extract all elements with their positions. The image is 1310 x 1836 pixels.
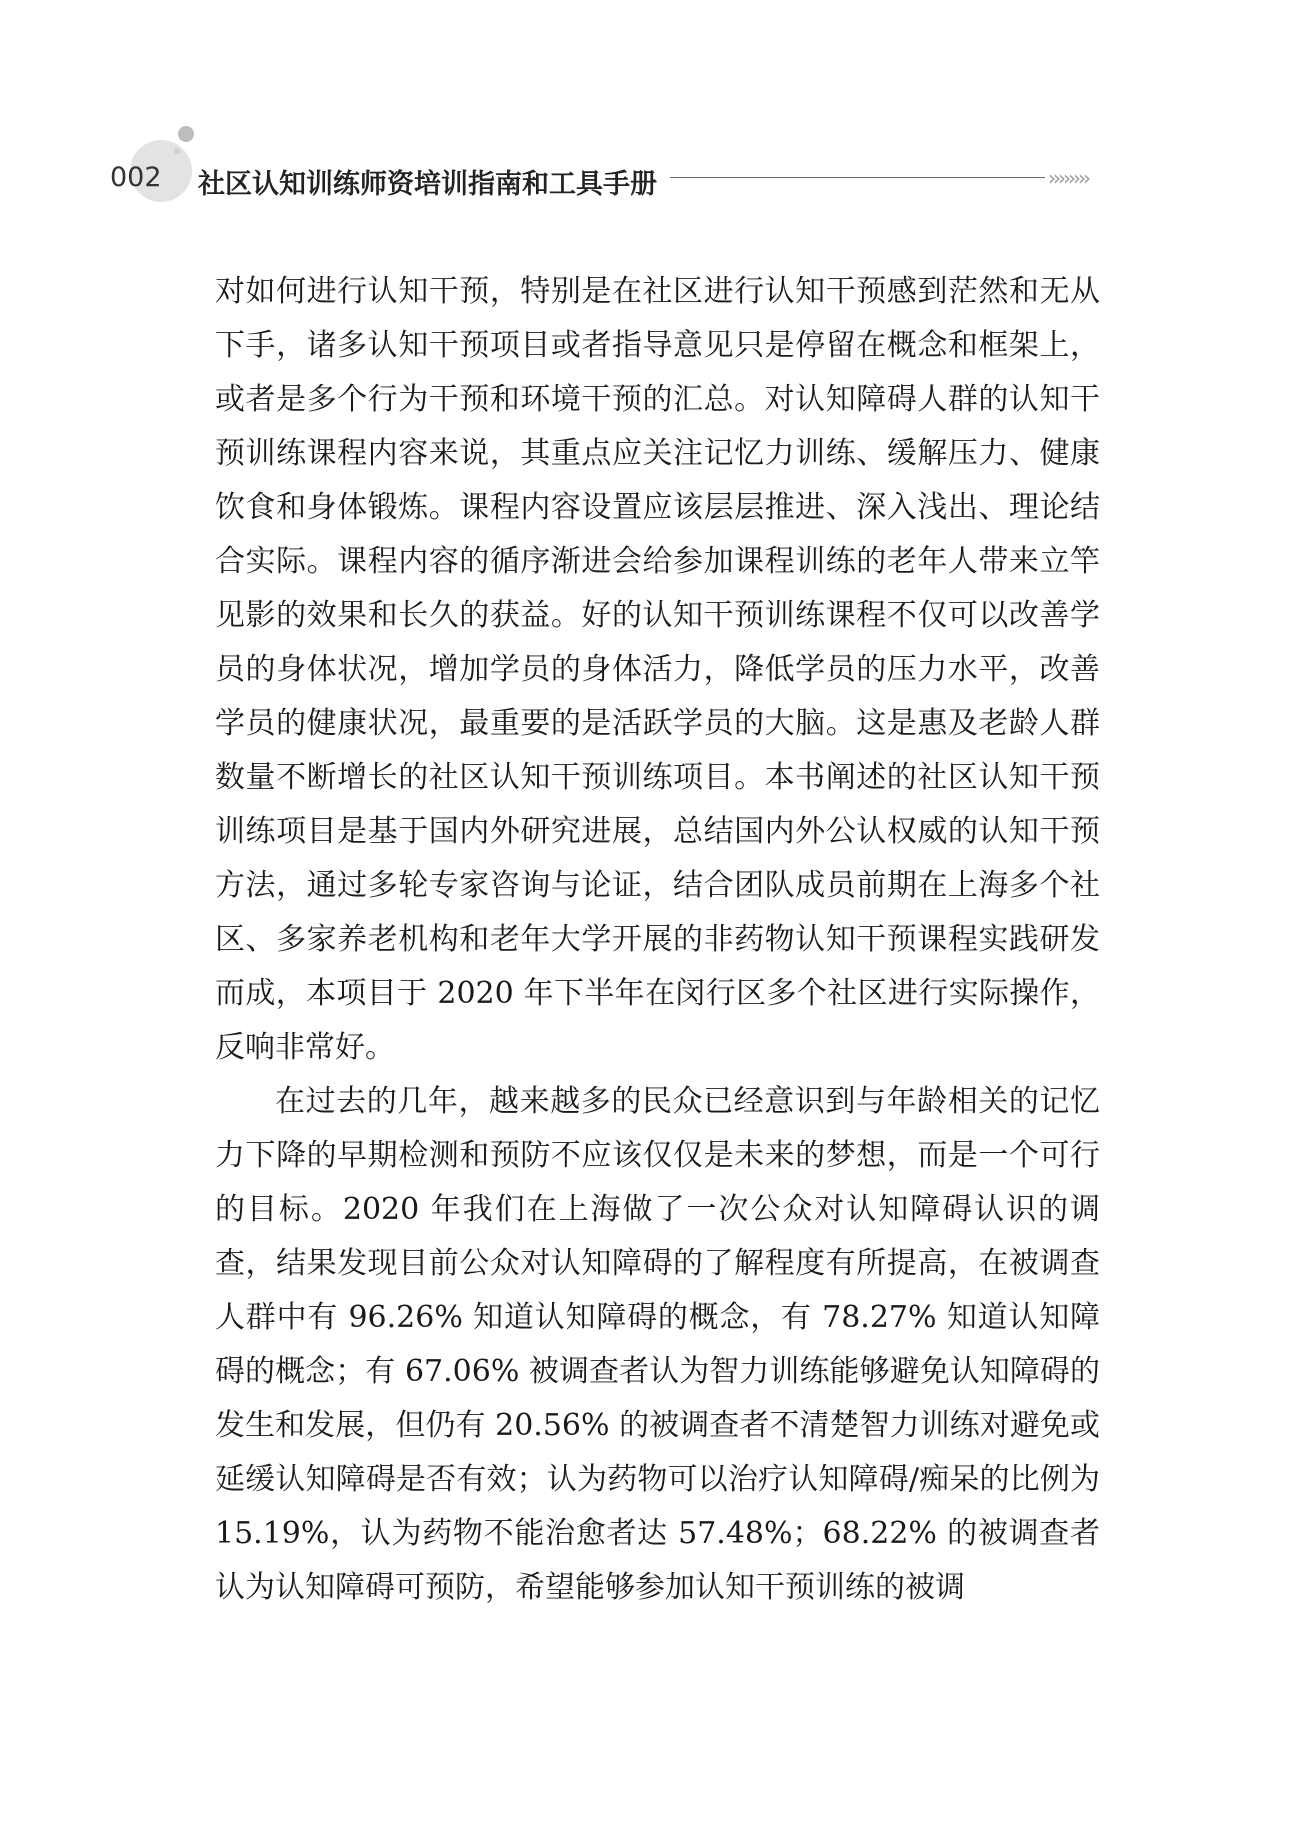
paragraph-1: 对如何进行认知干预，特别是在社区进行认知干预感到茫然和无从下手，诸多认知干预项目或者指导意见只是停留在概念和框架上，或者是多个行为干预和环境干预的汇总。对认知障碍人群的认知干预训练课程内容来说，其重点应关注记忆力训练、缓解压力、健康饮食和身体锻炼。课程内容设置应该层层推进、深入浅出、理论结合实际。课程内容的循序渐进会给参加课程训练的老年人带来立竿见影的效果和长久的获益。好的认知干预训练课程不仅可以改善学员的身体状况，增加学员的身体活力，降低学员的压力水平，改善学员的健康状况，最重要的是活跃学员的大脑。这是惠及老龄人群数量不断增长的社区认知干预训练项目。本书阐述的社区认知干预训练项目是基于国内外研究进展，总结国内外公认权威的认知干预方法，通过多轮专家咨询与论证，结合团队成员前期在上海多个社区、多家养老机构和老年大学开展的非药物认知干预课程实践研发而成，本项目于 2020 年下半年在闵行区多个社区进行实际操作，反响非常好。: [215, 274, 1100, 1065]
header-rule: [670, 177, 1045, 178]
decorative-dot: [178, 126, 194, 142]
chevron-right-icon: ››››››››: [1048, 166, 1088, 190]
page-number: 002: [110, 162, 162, 193]
body-text: [215, 265, 1100, 1615]
decorative-dot: [174, 148, 180, 154]
book-title: 社区认知训练师资培训指南和工具手册: [198, 169, 657, 200]
paragraph-2: 在过去的几年，越来越多的民众已经意识到与年龄相关的记忆力下降的早期检测和预防不应该仅仅是未来的梦想，而是一个可行的目标。2020 年我们在上海做了一次公众对认知障碍认识的调查，结果发现目前公众对认知障碍的了解程度有所提高，在被调查人群中有 96.26% 知道认知障碍的概念，有 78.27% 知道认知障碍的概念；有 67.06% 被调查者认为智力训练能够避免认知障碍的发生和发展，但仍有 20.56% 的被调查者不清楚智力训练对避免或延缓认知障碍是否有效；认为药物可以治疗认知障碍/痴呆的比例为 15.19%，认为药物不能治愈者达 57.48%；68.22% 的被调查者认为认知障碍可预防，希望能够参加认知干预训练的被调: [215, 1084, 1100, 1605]
running-header: [110, 140, 1120, 210]
